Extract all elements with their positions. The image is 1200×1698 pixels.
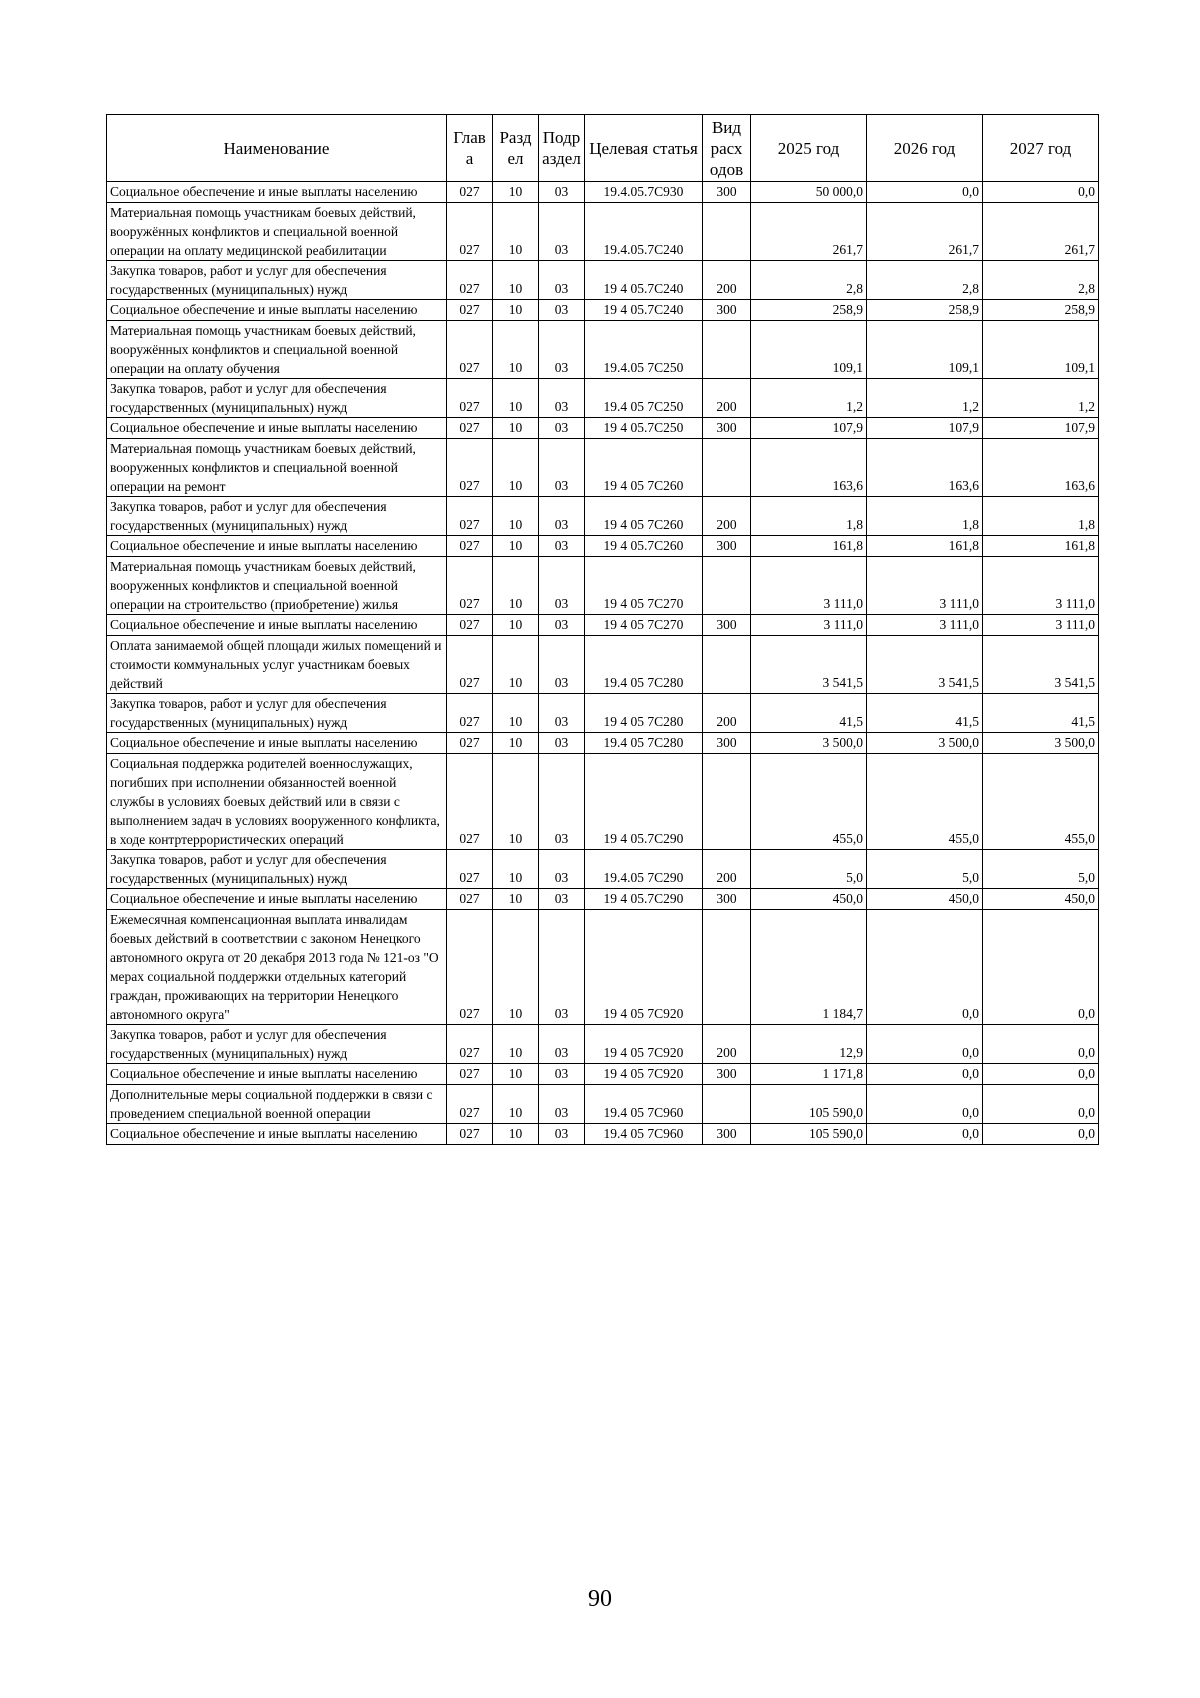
cell-target-article: 19.4.05.7С240 (585, 203, 703, 261)
cell-expense-type: 300 (703, 1124, 751, 1145)
cell-name: Социальное обеспечение и иные выплаты населению (107, 889, 447, 910)
cell-expense-type: 200 (703, 497, 751, 536)
cell-razdel: 10 (493, 497, 539, 536)
cell-razdel: 10 (493, 1064, 539, 1085)
table-row (107, 754, 1099, 850)
cell-expense-type: 200 (703, 261, 751, 300)
cell-glava: 027 (447, 1064, 493, 1085)
cell-glava: 027 (447, 694, 493, 733)
cell-glava: 027 (447, 1025, 493, 1064)
cell-name: Закупка товаров, работ и услуг для обеспечения государственных (муниципальных) нужд (107, 1025, 447, 1064)
cell-year-2025: 105 590,0 (751, 1124, 867, 1145)
cell-glava: 027 (447, 182, 493, 203)
cell-year-2025: 3 500,0 (751, 733, 867, 754)
cell-name: Социальное обеспечение и иные выплаты населению (107, 733, 447, 754)
cell-name: Социальная поддержка родителей военнослужащих, погибших при исполнении обязанностей военной службы в условиях боевых действий или в связи с выполнением задач в условиях вооруженного конфликта, в ходе контртеррористических операций (107, 754, 447, 850)
table-row (107, 1064, 1099, 1085)
cell-year-2025: 1 184,7 (751, 910, 867, 1025)
cell-year-2027: 3 541,5 (983, 636, 1099, 694)
cell-podrazdel: 03 (539, 1025, 585, 1064)
header-year-2026: 2026 год (867, 115, 983, 182)
cell-name: Ежемесячная компенсационная выплата инвалидам боевых действий в соответствии с законом Ненецкого автономного округа от 20 декабря 2013 года № 121-оз "О мерах социальной поддержки отдельных категорий граждан, проживающих на территории Ненецкого автономного округа" (107, 910, 447, 1025)
cell-year-2027: 0,0 (983, 910, 1099, 1025)
cell-name: Оплата занимаемой общей площади жилых помещений и стоимости коммунальных услуг участникам боевых действий (107, 636, 447, 694)
cell-glava: 027 (447, 889, 493, 910)
cell-name: Материальная помощь участникам боевых действий, вооруженных конфликтов и специальной военной операции на ремонт (107, 439, 447, 497)
cell-target-article: 19 4 05 7С920 (585, 1025, 703, 1064)
cell-target-article: 19 4 05.7С290 (585, 889, 703, 910)
cell-expense-type (703, 439, 751, 497)
cell-razdel: 10 (493, 1124, 539, 1145)
cell-name: Социальное обеспечение и иные выплаты населению (107, 418, 447, 439)
table-row (107, 379, 1099, 418)
cell-target-article: 19.4 05 7С280 (585, 636, 703, 694)
cell-year-2027: 455,0 (983, 754, 1099, 850)
cell-podrazdel: 03 (539, 300, 585, 321)
cell-name: Социальное обеспечение и иные выплаты населению (107, 615, 447, 636)
cell-expense-type: 300 (703, 418, 751, 439)
cell-glava: 027 (447, 536, 493, 557)
cell-glava: 027 (447, 733, 493, 754)
cell-year-2026: 450,0 (867, 889, 983, 910)
cell-year-2026: 1,2 (867, 379, 983, 418)
cell-target-article: 19.4.05 7С250 (585, 321, 703, 379)
cell-razdel: 10 (493, 182, 539, 203)
cell-year-2025: 41,5 (751, 694, 867, 733)
cell-year-2025: 1 171,8 (751, 1064, 867, 1085)
cell-year-2027: 161,8 (983, 536, 1099, 557)
cell-glava: 027 (447, 615, 493, 636)
cell-podrazdel: 03 (539, 850, 585, 889)
table-row (107, 439, 1099, 497)
cell-year-2027: 1,2 (983, 379, 1099, 418)
cell-glava: 027 (447, 300, 493, 321)
cell-glava: 027 (447, 1085, 493, 1124)
table-row (107, 636, 1099, 694)
cell-target-article: 19.4 05 7С280 (585, 733, 703, 754)
table-row (107, 557, 1099, 615)
cell-target-article: 19 4 05 7С920 (585, 1064, 703, 1085)
cell-year-2026: 3 111,0 (867, 557, 983, 615)
cell-razdel: 10 (493, 615, 539, 636)
cell-target-article: 19.4 05 7С960 (585, 1085, 703, 1124)
table-header-row (107, 115, 1099, 182)
cell-year-2026: 5,0 (867, 850, 983, 889)
cell-target-article: 19 4 05.7С240 (585, 261, 703, 300)
cell-year-2026: 0,0 (867, 1064, 983, 1085)
cell-year-2027: 41,5 (983, 694, 1099, 733)
cell-podrazdel: 03 (539, 557, 585, 615)
cell-year-2025: 1,2 (751, 379, 867, 418)
cell-glava: 027 (447, 379, 493, 418)
cell-year-2025: 3 541,5 (751, 636, 867, 694)
table-row (107, 1025, 1099, 1064)
cell-glava: 027 (447, 1124, 493, 1145)
cell-razdel: 10 (493, 889, 539, 910)
cell-target-article: 19 4 05 7С270 (585, 615, 703, 636)
cell-year-2026: 0,0 (867, 1025, 983, 1064)
cell-razdel: 10 (493, 379, 539, 418)
cell-year-2026: 161,8 (867, 536, 983, 557)
cell-podrazdel: 03 (539, 379, 585, 418)
cell-glava: 027 (447, 557, 493, 615)
cell-year-2025: 3 111,0 (751, 615, 867, 636)
cell-glava: 027 (447, 203, 493, 261)
cell-podrazdel: 03 (539, 182, 585, 203)
cell-podrazdel: 03 (539, 910, 585, 1025)
cell-glava: 027 (447, 261, 493, 300)
cell-name: Социальное обеспечение и иные выплаты населению (107, 1064, 447, 1085)
cell-expense-type (703, 203, 751, 261)
cell-razdel: 10 (493, 418, 539, 439)
cell-razdel: 10 (493, 439, 539, 497)
table-row (107, 536, 1099, 557)
cell-name: Материальная помощь участникам боевых действий, вооружённых конфликтов и специальной военной операции на оплату обучения (107, 321, 447, 379)
cell-year-2026: 258,9 (867, 300, 983, 321)
table-body (107, 182, 1099, 1145)
cell-expense-type (703, 321, 751, 379)
cell-razdel: 10 (493, 754, 539, 850)
cell-target-article: 19 4 05 7С260 (585, 439, 703, 497)
cell-razdel: 10 (493, 557, 539, 615)
cell-expense-type: 200 (703, 379, 751, 418)
header-year-2025: 2025 год (751, 115, 867, 182)
table-row (107, 418, 1099, 439)
cell-expense-type: 300 (703, 1064, 751, 1085)
cell-target-article: 19.4 05 7С960 (585, 1124, 703, 1145)
cell-name: Социальное обеспечение и иные выплаты населению (107, 300, 447, 321)
cell-target-article: 19 4 05.7С250 (585, 418, 703, 439)
cell-podrazdel: 03 (539, 754, 585, 850)
cell-expense-type (703, 1085, 751, 1124)
cell-podrazdel: 03 (539, 261, 585, 300)
cell-year-2025: 12,9 (751, 1025, 867, 1064)
table-row (107, 1124, 1099, 1145)
cell-year-2027: 0,0 (983, 1124, 1099, 1145)
table-row (107, 694, 1099, 733)
cell-target-article: 19 4 05 7С260 (585, 497, 703, 536)
cell-razdel: 10 (493, 1085, 539, 1124)
cell-name: Социальное обеспечение и иные выплаты населению (107, 1124, 447, 1145)
cell-expense-type: 200 (703, 694, 751, 733)
cell-glava: 027 (447, 497, 493, 536)
cell-glava: 027 (447, 910, 493, 1025)
cell-name: Закупка товаров, работ и услуг для обеспечения государственных (муниципальных) нужд (107, 497, 447, 536)
cell-name: Закупка товаров, работ и услуг для обеспечения государственных (муниципальных) нужд (107, 850, 447, 889)
table-row (107, 203, 1099, 261)
cell-year-2026: 3 541,5 (867, 636, 983, 694)
cell-year-2025: 105 590,0 (751, 1085, 867, 1124)
cell-year-2027: 109,1 (983, 321, 1099, 379)
cell-razdel: 10 (493, 261, 539, 300)
table-row (107, 889, 1099, 910)
cell-podrazdel: 03 (539, 615, 585, 636)
cell-expense-type: 200 (703, 1025, 751, 1064)
cell-podrazdel: 03 (539, 439, 585, 497)
cell-year-2026: 163,6 (867, 439, 983, 497)
cell-year-2027: 3 111,0 (983, 557, 1099, 615)
cell-year-2026: 3 111,0 (867, 615, 983, 636)
cell-glava: 027 (447, 636, 493, 694)
header-podrazdel: Подр аздел (539, 115, 585, 182)
cell-razdel: 10 (493, 733, 539, 754)
cell-expense-type: 300 (703, 733, 751, 754)
cell-podrazdel: 03 (539, 733, 585, 754)
cell-razdel: 10 (493, 300, 539, 321)
cell-year-2025: 1,8 (751, 497, 867, 536)
cell-target-article: 19 4 05 7С280 (585, 694, 703, 733)
cell-target-article: 19.4 05 7С250 (585, 379, 703, 418)
header-razdel: Разд ел (493, 115, 539, 182)
cell-year-2027: 261,7 (983, 203, 1099, 261)
cell-year-2026: 0,0 (867, 1124, 983, 1145)
cell-razdel: 10 (493, 636, 539, 694)
cell-year-2026: 107,9 (867, 418, 983, 439)
cell-razdel: 10 (493, 910, 539, 1025)
cell-glava: 027 (447, 439, 493, 497)
cell-expense-type: 300 (703, 182, 751, 203)
cell-year-2027: 163,6 (983, 439, 1099, 497)
cell-year-2026: 455,0 (867, 754, 983, 850)
cell-target-article: 19 4 05 7С270 (585, 557, 703, 615)
cell-glava: 027 (447, 418, 493, 439)
cell-target-article: 19 4 05 7С920 (585, 910, 703, 1025)
table-row (107, 850, 1099, 889)
cell-year-2025: 258,9 (751, 300, 867, 321)
cell-year-2025: 50 000,0 (751, 182, 867, 203)
cell-podrazdel: 03 (539, 321, 585, 379)
cell-year-2027: 258,9 (983, 300, 1099, 321)
cell-year-2026: 41,5 (867, 694, 983, 733)
cell-year-2026: 2,8 (867, 261, 983, 300)
cell-target-article: 19 4 05.7С240 (585, 300, 703, 321)
table-row (107, 615, 1099, 636)
table-row (107, 910, 1099, 1025)
cell-podrazdel: 03 (539, 536, 585, 557)
cell-expense-type: 300 (703, 889, 751, 910)
cell-expense-type (703, 557, 751, 615)
cell-year-2026: 0,0 (867, 1085, 983, 1124)
table-row (107, 182, 1099, 203)
cell-podrazdel: 03 (539, 497, 585, 536)
cell-razdel: 10 (493, 1025, 539, 1064)
cell-year-2026: 3 500,0 (867, 733, 983, 754)
header-year-2027: 2027 год (983, 115, 1099, 182)
cell-name: Материальная помощь участникам боевых действий, вооружённых конфликтов и специальной военной операции на оплату медицинской реабилитации (107, 203, 447, 261)
cell-target-article: 19 4 05.7С290 (585, 754, 703, 850)
cell-year-2027: 1,8 (983, 497, 1099, 536)
cell-podrazdel: 03 (539, 1085, 585, 1124)
cell-podrazdel: 03 (539, 694, 585, 733)
cell-year-2025: 161,8 (751, 536, 867, 557)
cell-year-2027: 5,0 (983, 850, 1099, 889)
cell-podrazdel: 03 (539, 418, 585, 439)
cell-expense-type (703, 754, 751, 850)
cell-expense-type (703, 636, 751, 694)
cell-podrazdel: 03 (539, 203, 585, 261)
cell-glava: 027 (447, 850, 493, 889)
table-row (107, 1085, 1099, 1124)
cell-year-2025: 107,9 (751, 418, 867, 439)
cell-year-2025: 109,1 (751, 321, 867, 379)
cell-name: Социальное обеспечение и иные выплаты населению (107, 182, 447, 203)
cell-year-2027: 450,0 (983, 889, 1099, 910)
header-name: Наименование (107, 115, 447, 182)
cell-target-article: 19 4 05.7С260 (585, 536, 703, 557)
cell-year-2027: 3 111,0 (983, 615, 1099, 636)
cell-name: Материальная помощь участникам боевых действий, вооруженных конфликтов и специальной военной операции на строительство (приобретение) жилья (107, 557, 447, 615)
cell-year-2027: 107,9 (983, 418, 1099, 439)
cell-year-2025: 3 111,0 (751, 557, 867, 615)
cell-name: Закупка товаров, работ и услуг для обеспечения государственных (муниципальных) нужд (107, 379, 447, 418)
cell-name: Закупка товаров, работ и услуг для обеспечения государственных (муниципальных) нужд (107, 694, 447, 733)
cell-expense-type (703, 910, 751, 1025)
cell-podrazdel: 03 (539, 636, 585, 694)
cell-year-2027: 0,0 (983, 182, 1099, 203)
cell-year-2027: 0,0 (983, 1085, 1099, 1124)
cell-year-2027: 0,0 (983, 1025, 1099, 1064)
table-row (107, 321, 1099, 379)
cell-expense-type: 300 (703, 615, 751, 636)
table-row (107, 300, 1099, 321)
cell-razdel: 10 (493, 850, 539, 889)
cell-year-2026: 0,0 (867, 182, 983, 203)
cell-razdel: 10 (493, 694, 539, 733)
cell-year-2026: 109,1 (867, 321, 983, 379)
cell-name: Социальное обеспечение и иные выплаты населению (107, 536, 447, 557)
cell-expense-type: 200 (703, 850, 751, 889)
header-glava: Глав а (447, 115, 493, 182)
cell-year-2026: 0,0 (867, 910, 983, 1025)
cell-year-2027: 3 500,0 (983, 733, 1099, 754)
table-row (107, 733, 1099, 754)
cell-year-2025: 450,0 (751, 889, 867, 910)
page-number: 90 (588, 1586, 612, 1612)
cell-target-article: 19.4.05 7С290 (585, 850, 703, 889)
cell-year-2026: 261,7 (867, 203, 983, 261)
cell-year-2025: 5,0 (751, 850, 867, 889)
cell-name: Дополнительные меры социальной поддержки в связи с проведением специальной военной операции (107, 1085, 447, 1124)
cell-year-2025: 163,6 (751, 439, 867, 497)
cell-glava: 027 (447, 754, 493, 850)
cell-glava: 027 (447, 321, 493, 379)
cell-target-article: 19.4.05.7С930 (585, 182, 703, 203)
cell-year-2026: 1,8 (867, 497, 983, 536)
cell-expense-type: 300 (703, 536, 751, 557)
table-row (107, 261, 1099, 300)
cell-year-2027: 0,0 (983, 1064, 1099, 1085)
cell-razdel: 10 (493, 203, 539, 261)
cell-razdel: 10 (493, 536, 539, 557)
header-expense-type: Вид расх одов (703, 115, 751, 182)
cell-podrazdel: 03 (539, 889, 585, 910)
header-target-article: Целевая статья (585, 115, 703, 182)
cell-year-2027: 2,8 (983, 261, 1099, 300)
cell-year-2025: 2,8 (751, 261, 867, 300)
cell-expense-type: 300 (703, 300, 751, 321)
cell-podrazdel: 03 (539, 1064, 585, 1085)
cell-year-2025: 455,0 (751, 754, 867, 850)
table-row (107, 497, 1099, 536)
budget-table (106, 114, 1099, 1145)
cell-razdel: 10 (493, 321, 539, 379)
cell-name: Закупка товаров, работ и услуг для обеспечения государственных (муниципальных) нужд (107, 261, 447, 300)
cell-podrazdel: 03 (539, 1124, 585, 1145)
cell-year-2025: 261,7 (751, 203, 867, 261)
